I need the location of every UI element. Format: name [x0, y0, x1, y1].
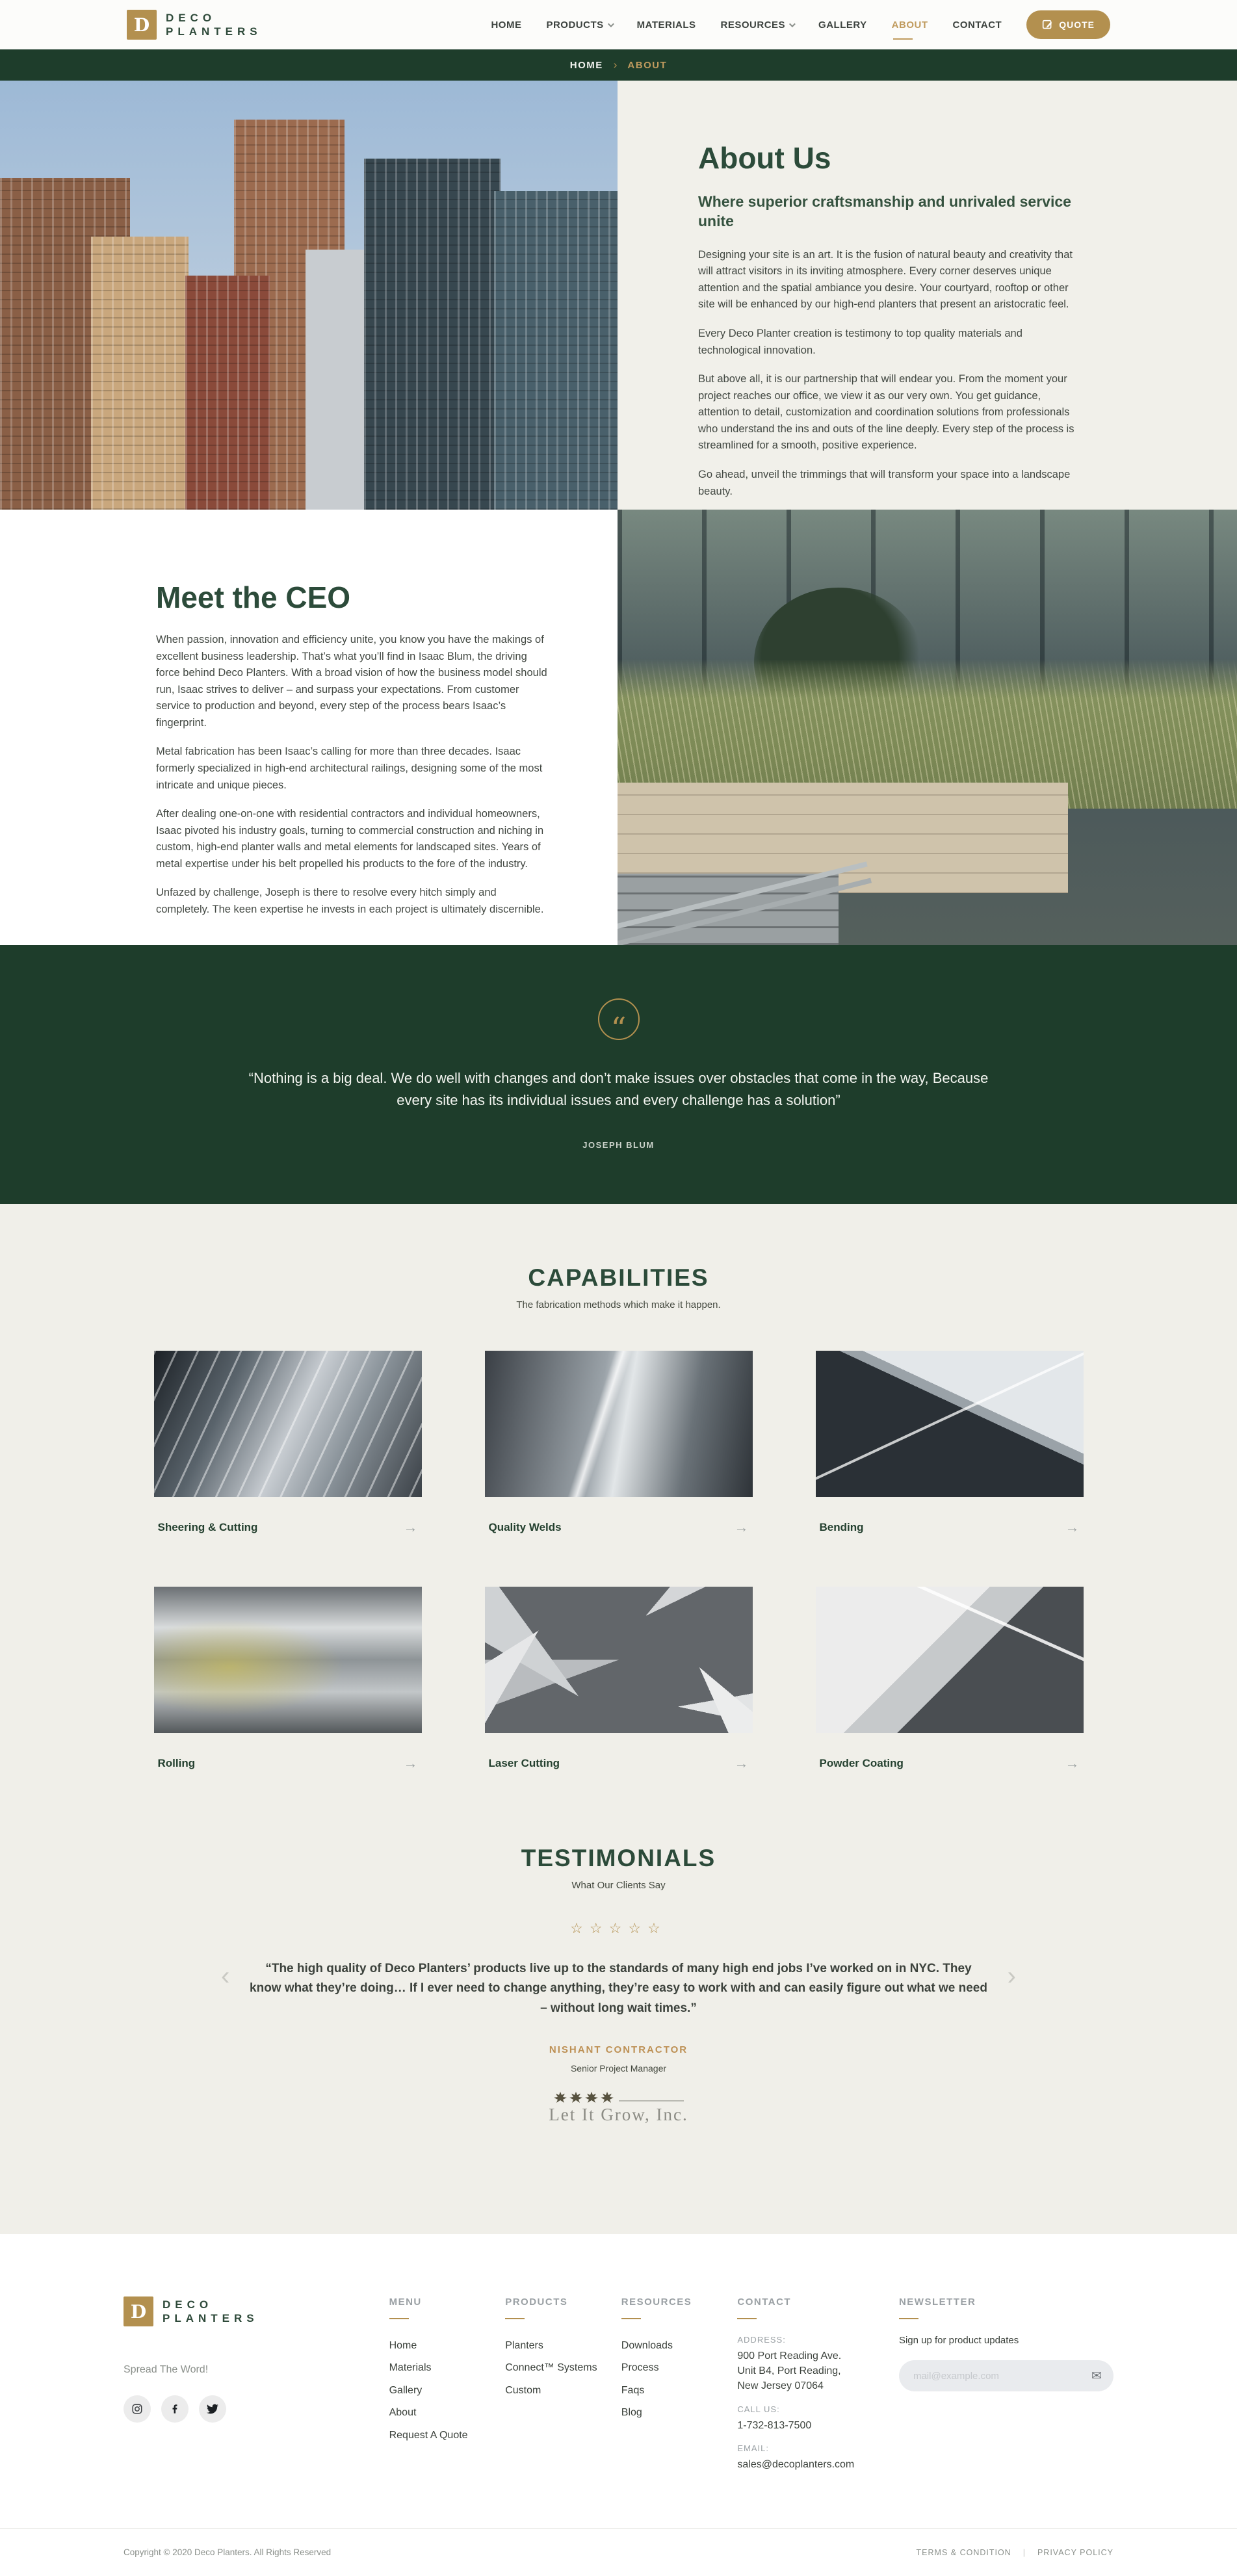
- capability-label: Rolling: [157, 1757, 196, 1769]
- address-label: ADDRESS:: [737, 2335, 786, 2345]
- about-paragraph: But above all, it is our partnership that will endear you. From the moment your project reaches our office, we view it as our very own. You get guidance, attention to detail, customization and coordination solutions from professionals who understand the ins and outs of the line deeply. Every step of the process is streamlined for a smooth, positive experience.: [698, 373, 1074, 452]
- capability-label: Sheering & Cutting: [157, 1521, 258, 1533]
- spread-the-word-text: Spread The Word!: [124, 2364, 209, 2375]
- newsletter-form: [899, 2360, 1113, 2391]
- nav-materials[interactable]: [637, 20, 696, 31]
- capability-card-rolling[interactable]: [154, 1587, 422, 1772]
- leaf-icon: [585, 2092, 598, 2103]
- legal-links: [917, 2548, 1113, 2557]
- capability-card-powder[interactable]: [816, 1587, 1084, 1772]
- breadcrumb-separator-icon: ›: [613, 59, 618, 71]
- city-photo: [0, 81, 618, 510]
- testimonials-subtitle: What Our Clients Say: [571, 1880, 666, 1891]
- about-subtitle: Where superior craftsmanship and unrivaled service unite: [698, 193, 1071, 229]
- phone-value[interactable]: 1-732-813-7500: [737, 2419, 812, 2431]
- leaf-icon: [601, 2092, 614, 2103]
- nav-gallery-label: GALLERY: [818, 19, 867, 31]
- arrow-right-icon[interactable]: →: [403, 1519, 418, 1535]
- nav-about[interactable]: [892, 20, 928, 31]
- capabilities-section: [0, 1204, 1237, 2234]
- arrow-right-icon[interactable]: →: [1065, 1755, 1080, 1771]
- nav-gallery[interactable]: [818, 20, 867, 31]
- quotation-mark-icon: “: [598, 998, 640, 1040]
- powder-photo: [816, 1587, 1084, 1733]
- address-line: Unit B4, Port Reading,: [737, 2365, 841, 2377]
- quote-button[interactable]: [1026, 10, 1110, 39]
- chevron-down-icon: [608, 21, 614, 27]
- arrow-right-icon[interactable]: →: [403, 1755, 418, 1771]
- carousel-prev-button[interactable]: ‹: [221, 1962, 230, 1990]
- capability-label: Powder Coating: [819, 1757, 904, 1769]
- brand-name: [163, 2298, 259, 2326]
- sheering-photo: [154, 1351, 422, 1497]
- quote-banner: [0, 945, 1237, 1204]
- footer-resources-column: [621, 2296, 719, 2528]
- nav-materials-label: MATERIALS: [636, 19, 696, 31]
- instagram-button[interactable]: [124, 2395, 151, 2423]
- ceo-paragraph: Unfazed by challenge, Joseph is there to resolve every hitch simply and completely. The keen expertise he invests in each project is ultimately discernible.: [156, 887, 544, 915]
- capabilities-grid: [154, 1351, 1084, 1772]
- nav-products-label: PRODUCTS: [546, 19, 604, 31]
- footer-link-downloads[interactable]: Downloads: [621, 2340, 673, 2351]
- about-title: About Us: [698, 141, 831, 175]
- address-value: [737, 2348, 880, 2394]
- brand-line2: PLANTERS: [163, 2312, 259, 2324]
- star-icon: ☆: [647, 1921, 667, 1937]
- steps-shape: [618, 874, 839, 945]
- logo-mark-icon: D: [124, 2296, 153, 2326]
- nav-home[interactable]: [491, 20, 521, 31]
- footer-column-title: MENU: [389, 2296, 487, 2319]
- star-icon: ☆: [608, 1921, 629, 1937]
- capability-card-welds[interactable]: [485, 1351, 753, 1536]
- arrow-right-icon[interactable]: →: [734, 1519, 749, 1535]
- banner-quote-text: “Nothing is a big deal. We do well with changes and don’t make issues over obstacles that come in the way, Because every site has its individual issues and every challenge has a solution”: [248, 1070, 989, 1109]
- building-shape: [494, 191, 618, 510]
- terms-link[interactable]: TERMS & CONDITION: [916, 2547, 1011, 2557]
- call-label: CALL US:: [737, 2404, 780, 2414]
- ceo-paragraph: When passion, innovation and efficiency unite, you know you have the makings of excellent business leadership. That’s what you’ll find in Isaac Blum, the driving force behind Deco Planters. With a broad vision of how the business model should run, Isaac strives to deliver – and surpass your expectations. From customer service to production and beyond, every step of the process bears Isaac’s fingerprint.: [156, 634, 547, 729]
- footer-link-connect-systems[interactable]: Connect™ Systems: [505, 2362, 597, 2374]
- privacy-link[interactable]: PRIVACY POLICY: [1037, 2547, 1113, 2557]
- ceo-text-panel: [0, 510, 618, 945]
- rating-stars: [0, 1921, 1237, 1937]
- email-label: EMAIL:: [737, 2443, 769, 2453]
- footer-link-request-quote[interactable]: Request A Quote: [389, 2429, 468, 2441]
- banner-quote-author: JOSEPH BLUM: [582, 1140, 655, 1151]
- footer-link-faqs[interactable]: Faqs: [621, 2384, 645, 2396]
- quote-button-label: QUOTE: [1059, 20, 1095, 30]
- rolling-photo: [154, 1587, 422, 1733]
- brand-line1: DECO: [163, 2298, 213, 2311]
- nav-products[interactable]: [546, 20, 612, 31]
- arrow-right-icon[interactable]: →: [1065, 1519, 1080, 1535]
- footer-link-planters[interactable]: Planters: [505, 2340, 543, 2351]
- capability-label: Bending: [819, 1521, 864, 1533]
- copyright-bar: [0, 2528, 1237, 2576]
- footer-link-gallery[interactable]: Gallery: [389, 2384, 423, 2396]
- ceo-paragraph: After dealing one-on-one with residential contractors and individual homeowners, Isaac pivoted his industry goals, turning to commercial construction and niching in custom, high-end planter walls and metal elements for landscaped sites. Years of metal expertise under his belt propelled his products to the fore of the industry.: [156, 808, 544, 870]
- logo-underline: [619, 2100, 684, 2101]
- capabilities-subtitle: The fabrication methods which make it happen.: [516, 1299, 721, 1310]
- footer-contact-column: [737, 2296, 880, 2528]
- testimonial-quote: “The high quality of Deco Planters’ products live up to the standards of many high end jobs I’ve worked on in NYC. They know what they’re doing… If I ever need to change anything, they’re easy to work with and can easily figure out what we need – without long wait times.”: [250, 1962, 987, 2015]
- breadcrumb-current: ABOUT: [627, 59, 668, 71]
- nav-home-label: HOME: [491, 19, 522, 31]
- footer-link-custom[interactable]: Custom: [505, 2384, 541, 2396]
- legal-divider: |: [1022, 2547, 1026, 2557]
- brand-line2: PLANTERS: [166, 25, 262, 38]
- building-shape: [91, 237, 189, 510]
- footer-menu-column: [389, 2296, 487, 2528]
- about-text-panel: [618, 81, 1237, 510]
- footer: [0, 2234, 1237, 2528]
- about-paragraph: Go ahead, unveil the trimmings that will transform your space into a landscape beauty.: [698, 468, 1071, 497]
- leaf-icon: [569, 2092, 582, 2103]
- newsletter-text: Sign up for product updates: [898, 2335, 1019, 2346]
- footer-newsletter-column: [899, 2296, 1113, 2528]
- brand-line1: DECO: [166, 11, 216, 24]
- chevron-down-icon: [789, 21, 796, 27]
- capabilities-title: CAPABILITIES: [528, 1264, 709, 1291]
- testimonials-title: TESTIMONIALS: [521, 1845, 716, 1871]
- client-company-name: Let It Grow, Inc.: [549, 2105, 688, 2125]
- address-line: 900 Port Reading Ave.: [737, 2350, 842, 2361]
- testimonial-role: Senior Project Manager: [570, 2063, 667, 2074]
- social-links: [124, 2395, 371, 2423]
- nav-contact-label: CONTACT: [952, 19, 1002, 31]
- twitter-button[interactable]: [199, 2395, 226, 2423]
- about-paragraph: Designing your site is an art. It is the fusion of natural beauty and creativity that will attract visitors in its inviting atmosphere. Every corner deserves unique attention and the spatial ambiance you desire. Your courtyard, rooftop or other site will be enhanced by our high-end planters that present an aristocratic feel.: [698, 248, 1073, 311]
- testimonial-author: NISHANT CONTRACTOR: [549, 2044, 688, 2056]
- about-section: [0, 81, 1237, 510]
- leaf-icons: [554, 2092, 684, 2103]
- address-line: New Jersey 07064: [737, 2380, 824, 2392]
- breadcrumb-home[interactable]: HOME: [569, 59, 603, 71]
- nav-contact[interactable]: [953, 20, 1002, 31]
- capability-card-laser[interactable]: [485, 1587, 753, 1772]
- planter-photo: [618, 510, 1237, 945]
- star-icon: ☆: [570, 1921, 590, 1937]
- footer-link-home[interactable]: Home: [389, 2340, 417, 2351]
- capability-card-sheering[interactable]: [154, 1351, 422, 1536]
- edit-note-icon: [1042, 20, 1053, 31]
- logo-mark-icon: D: [127, 10, 157, 40]
- ceo-section: [0, 510, 1237, 945]
- logo[interactable]: [127, 10, 262, 40]
- capability-label: Laser Cutting: [488, 1757, 560, 1769]
- carousel-next-button[interactable]: ›: [1007, 1962, 1016, 1990]
- footer-column-title: RESOURCES: [621, 2296, 719, 2319]
- ceo-paragraph: Metal fabrication has been Isaac’s calling for more than three decades. Isaac formerly specialized in high-end architectural railings, designing some of the most intricate and unique pieces.: [156, 746, 543, 791]
- footer-link-materials[interactable]: Materials: [389, 2362, 432, 2374]
- footer-brand: [124, 2296, 371, 2528]
- capability-card-bending[interactable]: [816, 1351, 1084, 1536]
- newsletter-email-input[interactable]: [913, 2371, 1091, 2382]
- star-icon: ☆: [628, 1921, 648, 1937]
- bending-photo: [816, 1351, 1084, 1497]
- building-shape: [185, 276, 270, 510]
- footer-link-about[interactable]: About: [389, 2407, 417, 2419]
- footer-link-blog[interactable]: Blog: [621, 2407, 642, 2419]
- twitter-icon: [207, 2403, 218, 2415]
- footer-column-title: NEWSLETTER: [899, 2296, 1113, 2319]
- testimonials-section: [0, 1845, 1237, 2125]
- instagram-icon: [131, 2403, 143, 2415]
- footer-column-title: CONTACT: [737, 2296, 880, 2319]
- about-paragraph: Every Deco Planter creation is testimony to top quality materials and technological innovation.: [698, 328, 1022, 356]
- arrow-right-icon[interactable]: →: [734, 1755, 749, 1771]
- star-icon: ☆: [589, 1921, 609, 1937]
- footer-column-title: PRODUCTS: [505, 2296, 603, 2319]
- mail-envelope-icon[interactable]: ✉: [1091, 2369, 1102, 2383]
- breadcrumb: [0, 49, 1237, 81]
- capability-label: Quality Welds: [488, 1521, 562, 1533]
- footer-products-column: [505, 2296, 603, 2528]
- email-value[interactable]: sales@decoplanters.com: [737, 2458, 855, 2470]
- nav-resources-label: RESOURCES: [720, 19, 786, 31]
- nav-about-label: ABOUT: [891, 19, 928, 31]
- site-header: [0, 0, 1237, 49]
- building-shape: [364, 159, 501, 510]
- client-logo: [0, 2092, 1237, 2125]
- footer-logo[interactable]: [124, 2296, 371, 2326]
- facebook-button[interactable]: [161, 2395, 189, 2423]
- welds-photo: [485, 1351, 753, 1497]
- nav-resources[interactable]: [721, 20, 794, 31]
- facebook-icon: [169, 2403, 181, 2415]
- copyright-text: Copyright © 2020 Deco Planters. All Rights Reserved: [124, 2547, 332, 2557]
- footer-link-process[interactable]: Process: [621, 2362, 659, 2374]
- leaf-icon: [554, 2092, 567, 2103]
- brand-name: [166, 11, 262, 39]
- main-nav: [491, 10, 1110, 39]
- laser-photo: [485, 1587, 753, 1733]
- ceo-title: Meet the CEO: [156, 580, 351, 614]
